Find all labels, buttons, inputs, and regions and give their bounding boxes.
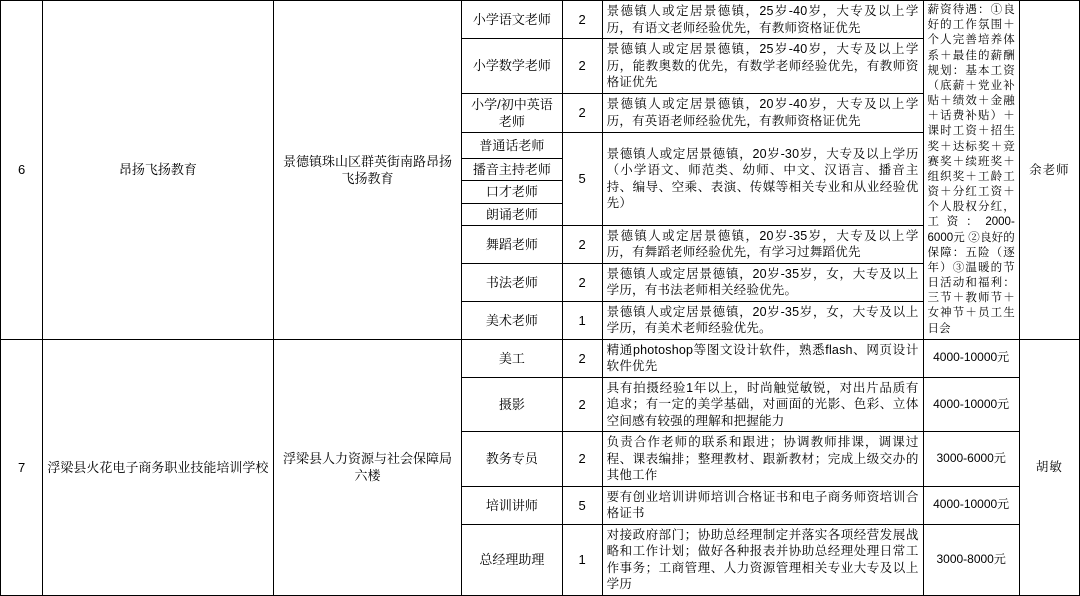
contact-person: 胡敏 xyxy=(1019,339,1079,595)
org-name: 浮梁县火花电子商务职业技能培训学校 xyxy=(43,339,274,595)
position-requirements xyxy=(602,93,923,132)
requirement-text: 景德镇人或定居景德镇，20岁-30岁，大专及以上学历（小学语文、师范类、幼师、中文、汉语言、播音主持、编导、空乘、表演、传媒等相关专业和从业经验优先） xyxy=(606,146,919,211)
position-title: 普通话老师 xyxy=(462,132,562,159)
org-address: 浮梁县人力资源与社会保障局六楼 xyxy=(273,339,462,595)
position-requirements xyxy=(602,339,923,377)
position-title: 摄影 xyxy=(462,377,562,432)
position-title: 美工 xyxy=(462,339,562,377)
position-title: 美术老师 xyxy=(462,301,562,339)
position-title: 总经理助理 xyxy=(462,524,562,595)
benefits-text: 薪资待遇：①良好的工作氛围＋个人完善培养体系＋最佳的薪酬规划：基本工资（底薪＋党业补贴＋绩效＋金融＋话费补贴）＋课时工资＋招生奖＋达标奖＋竞赛奖＋续班奖＋组织奖＋工龄工资＋分红工资＋个人股权分红，工资：2000-6000元 ②良好的保障：五险（逐年）③温暖的节日活动和福利：三节＋教师节＋女神节＋员工生日会 xyxy=(927,4,1015,335)
requirement-text: 对接政府部门；协助总经理制定并落实各项经营发展战略和工作计划；做好各种报表并协助总经理处理日常工作事务；工商管理、人力资源管理相关专业大专及以上学历 xyxy=(606,527,919,592)
salary-range: 4000-10000元 xyxy=(923,377,1019,432)
position-requirements xyxy=(602,301,923,339)
salary-range: 3000-6000元 xyxy=(923,432,1019,487)
position-title: 小学语文老师 xyxy=(462,1,562,39)
position-count: 5 xyxy=(562,132,602,225)
position-title: 口才老师 xyxy=(462,181,562,203)
position-title: 小学/初中英语老师 xyxy=(462,93,562,132)
requirement-text: 景德镇人或定居景德镇，25岁-40岁，大专及以上学历，能教奥数的优先，有数学老师经验优先，有教师资格证优先 xyxy=(606,42,919,89)
salary-range: 4000-10000元 xyxy=(923,339,1019,377)
job-table-body xyxy=(1,1,1080,596)
position-count: 2 xyxy=(562,93,602,132)
position-count: 2 xyxy=(562,339,602,377)
position-count: 2 xyxy=(562,432,602,487)
row-number: 6 xyxy=(1,1,43,340)
position-requirements xyxy=(602,1,923,39)
position-title: 朗诵老师 xyxy=(462,203,562,225)
requirement-text: 具有拍摄经验1年以上，时尚触觉敏锐，对出片品质有追求；有一定的美学基础，对画面的光影、色彩、立体空间感有较强的理解和把握能力 xyxy=(606,380,919,428)
salary-range: 4000-10000元 xyxy=(923,486,1019,524)
position-requirements xyxy=(602,225,923,263)
requirement-text: 负责合作老师的联系和跟进；协调教师排课，调课过程、课表编排；整理教材、跟新教材；完成上级交办的其他工作 xyxy=(606,435,919,483)
position-count: 1 xyxy=(562,524,602,595)
org-name: 昂扬飞扬教育 xyxy=(43,1,274,340)
position-count: 2 xyxy=(562,377,602,432)
row-number: 7 xyxy=(1,339,43,595)
position-requirements xyxy=(602,132,923,225)
requirement-text: 景德镇人或定居景德镇，20岁-35岁，女，大专及以上学历，有书法老师相关经验优先。 xyxy=(606,266,919,298)
position-requirements xyxy=(602,486,923,524)
benefits-cell xyxy=(923,1,1019,340)
position-requirements xyxy=(602,377,923,432)
position-count: 2 xyxy=(562,225,602,263)
position-title: 舞蹈老师 xyxy=(462,225,562,263)
position-count: 1 xyxy=(562,301,602,339)
position-count: 2 xyxy=(562,39,602,94)
position-count: 5 xyxy=(562,486,602,524)
requirement-text: 景德镇人或定居景德镇，25岁-40岁，大专及以上学历，有语文老师经验优先，有教师资格证优先 xyxy=(606,4,919,35)
position-requirements xyxy=(602,432,923,487)
table-row xyxy=(1,339,1080,377)
position-title: 小学数学老师 xyxy=(462,39,562,94)
table-row xyxy=(1,1,1080,39)
position-requirements xyxy=(602,263,923,301)
requirement-text: 景德镇人或定居景德镇，20岁-35岁，大专及以上学历，有舞蹈老师经验优先，有学习过舞蹈优先 xyxy=(606,228,919,260)
org-address: 景德镇珠山区群英街南路昂扬飞扬教育 xyxy=(273,1,462,340)
position-count: 2 xyxy=(562,263,602,301)
requirement-text: 景德镇人或定居景德镇，20岁-35岁，女，大专及以上学历，有美术老师经验优先。 xyxy=(606,304,919,336)
position-count: 2 xyxy=(562,1,602,39)
position-title: 书法老师 xyxy=(462,263,562,301)
position-title: 播音主持老师 xyxy=(462,159,562,181)
position-title: 培训讲师 xyxy=(462,486,562,524)
salary-range: 3000-8000元 xyxy=(923,524,1019,595)
requirement-text: 精通photoshop等图文设计软件，熟悉flash、网页设计软件优先 xyxy=(606,342,919,374)
position-requirements xyxy=(602,524,923,595)
contact-person: 余老师 xyxy=(1019,1,1079,340)
requirement-text: 景德镇人或定居景德镇，20岁-40岁，大专及以上学历，有英语老师经验优先，有教师资格证优先 xyxy=(606,97,919,128)
requirement-text: 要有创业培训讲师培训合格证书和电子商务师资培训合格证书 xyxy=(606,489,919,521)
position-title: 教务专员 xyxy=(462,432,562,487)
position-requirements xyxy=(602,39,923,94)
